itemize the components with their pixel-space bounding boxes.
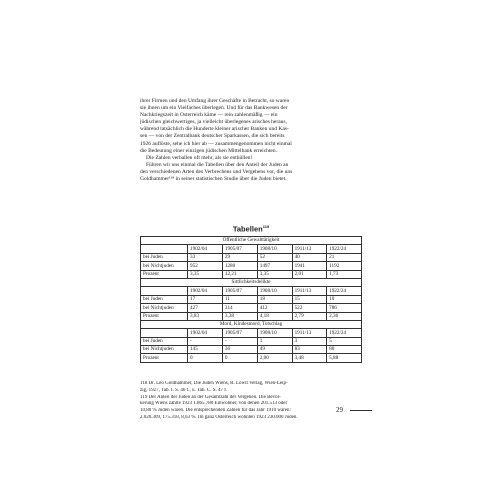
year-header: 1902/04 bbox=[188, 329, 223, 337]
year-header: 1905/07 bbox=[222, 329, 257, 337]
year-header: 1902/04 bbox=[188, 245, 223, 253]
table-cell: 3,48 bbox=[292, 354, 327, 362]
row-label: bei Juden bbox=[141, 337, 188, 345]
tables-title: Tabellen bbox=[232, 224, 263, 234]
table-row bbox=[141, 262, 362, 270]
table-cell: 314 bbox=[222, 304, 257, 312]
row-label: Prozent bbox=[141, 270, 188, 278]
table-cell: 2,36 bbox=[327, 312, 362, 320]
body-line: jüdischen gleichwertiges, ja vielleicht überlegenes arisches heraus, bbox=[140, 119, 287, 126]
footnotes bbox=[140, 381, 362, 422]
section-title-row bbox=[141, 237, 362, 245]
table-cell: 0 bbox=[188, 354, 223, 362]
year-header-row bbox=[141, 245, 362, 253]
table-cell: 145 bbox=[188, 346, 223, 354]
table-cell: 36 bbox=[222, 346, 257, 354]
section-title-row bbox=[141, 320, 362, 328]
section-title: Öffentliche Gewalttätigkeit bbox=[141, 237, 362, 245]
body-line: ihrer Firmen und den Umfang ihrer Geschäfte in Betracht, so waren bbox=[140, 98, 290, 104]
table-row bbox=[141, 295, 362, 303]
table-cell: 3,38 bbox=[222, 312, 257, 320]
table-cell: - bbox=[222, 337, 257, 345]
header-blank-cell bbox=[141, 287, 188, 295]
table-cell: 1 bbox=[257, 337, 292, 345]
table-cell: 3,83 bbox=[188, 312, 223, 320]
table-cell: 3,35 bbox=[257, 270, 292, 278]
table-cell: 11 bbox=[222, 295, 257, 303]
body-line: die Bedeutung einer einzigen jüdischen Mittelbank erreichten. bbox=[140, 147, 277, 154]
table-cell: 1192 bbox=[327, 262, 362, 270]
table-row bbox=[141, 337, 362, 345]
header-blank-cell bbox=[141, 329, 188, 337]
year-header: 1902/04 bbox=[188, 287, 223, 295]
body-text bbox=[140, 98, 362, 183]
page-number: 29 bbox=[336, 406, 343, 414]
table-cell: 80 bbox=[327, 346, 362, 354]
crime-statistics-table bbox=[140, 236, 362, 363]
table-row bbox=[141, 253, 362, 261]
table-cell: 952 bbox=[188, 262, 223, 270]
row-label: bei Juden bbox=[141, 295, 188, 303]
body-line: sie ihnen um ein Vielfaches überlegen. Und für das Bankwesen der bbox=[140, 105, 288, 112]
table-row bbox=[141, 304, 362, 312]
tables-title-footnote-ref: 119 bbox=[262, 224, 270, 229]
table-cell: 1497 bbox=[257, 262, 292, 270]
body-line: Führen wir uns einmal die Tabellen über den Anteil der Juden an bbox=[146, 161, 289, 168]
table-cell: 40 bbox=[292, 253, 327, 261]
section-title-row bbox=[141, 278, 362, 286]
page-number-rule bbox=[350, 410, 372, 411]
footnote-line: 10,80 % Juden waren. Die entsprechenden Zahlen für das Jahr 1910 waren: bbox=[140, 408, 291, 414]
year-header: 1911/13 bbox=[292, 329, 327, 337]
row-label: bei Nichtjuden bbox=[141, 262, 188, 270]
table-cell: 10 bbox=[327, 295, 362, 303]
year-header-row bbox=[141, 287, 362, 295]
table-row bbox=[141, 312, 362, 320]
body-line: Nachkriegszeit in Österreich käme — rein zahlenmäßig — ein bbox=[140, 112, 278, 119]
year-header: 1922/24 bbox=[327, 329, 362, 337]
year-header: 1905/07 bbox=[222, 287, 257, 295]
table-row bbox=[141, 354, 362, 362]
header-blank-cell bbox=[141, 245, 188, 253]
table-cell: 15 bbox=[292, 295, 327, 303]
year-header: 1922/24 bbox=[327, 245, 362, 253]
table-cell: 29 bbox=[222, 253, 257, 261]
table-row bbox=[141, 270, 362, 278]
table-cell: 17 bbox=[188, 295, 223, 303]
body-line: sen — von der Zentralbank deutscher Sparkassen, die sich bereits bbox=[140, 133, 285, 140]
table-cell: 412 bbox=[257, 304, 292, 312]
body-line: während tatsächlich die Hunderte kleiner arischer Banken und Kas- bbox=[140, 126, 289, 133]
table-cell: 2,79 bbox=[292, 312, 327, 320]
year-header: 1911/13 bbox=[292, 287, 327, 295]
row-label: Prozent bbox=[141, 312, 188, 320]
footnote-line: kerung Wiens zählte 1923 1.865.780 Einwohner, von denen 201.513 oder bbox=[140, 401, 288, 407]
table-cell: 3 bbox=[292, 337, 327, 345]
body-line: den verschiedenen Arten des Verbrechens und Vergehens vor, die uns bbox=[140, 168, 293, 175]
table-cell: 3,35 bbox=[188, 270, 223, 278]
table-cell: 5 bbox=[327, 337, 362, 345]
table-cell: 1,73 bbox=[327, 270, 362, 278]
table-cell: 5,88 bbox=[327, 354, 362, 362]
row-label: bei Nichtjuden bbox=[141, 304, 188, 312]
table-cell: 12,21 bbox=[222, 270, 257, 278]
year-header: 1911/13 bbox=[292, 245, 327, 253]
body-line: 1926 auflöste, sehe ich hier ab — zusammengenommen nicht einmal bbox=[140, 140, 292, 147]
footnote-line: 118 Dr. Leo Goldhammer, Die Juden Wiens, R. Löwit Verlag, Wien-Leip- bbox=[140, 381, 288, 386]
tables-heading bbox=[140, 224, 362, 234]
year-header: 1908/10 bbox=[257, 287, 292, 295]
year-header: 1908/10 bbox=[257, 329, 292, 337]
table-row bbox=[141, 346, 362, 354]
table-cell: 1280 bbox=[222, 262, 257, 270]
table-cell: 49 bbox=[257, 346, 292, 354]
body-line: Goldhammer¹¹⁸ in seiner statistischen Studie über die Juden bietet. bbox=[140, 176, 287, 183]
section-title: Mord, Kindesmord, Totschlag bbox=[141, 320, 362, 328]
row-label: bei Nichtjuden bbox=[141, 346, 188, 354]
row-label: bei Juden bbox=[141, 253, 188, 261]
table-cell: 786 bbox=[327, 304, 362, 312]
footnote-line: 2.020.309, 175.318, 8,63 %. Im ganz Österreich wohnten 1923 230.000 Juden. bbox=[140, 414, 298, 420]
year-header: 1922/24 bbox=[327, 287, 362, 295]
table-cell: 1941 bbox=[292, 262, 327, 270]
body-line: Die Zahlen verhallen oft mehr, als sie enthüllen! bbox=[146, 154, 253, 161]
table-cell: 2,00 bbox=[257, 354, 292, 362]
table-cell: 522 bbox=[292, 304, 327, 312]
table-cell: - bbox=[188, 337, 223, 345]
row-label: Prozent bbox=[141, 354, 188, 362]
year-header-row bbox=[141, 329, 362, 337]
table-cell: 2,01 bbox=[292, 270, 327, 278]
table-cell: 4,18 bbox=[257, 312, 292, 320]
year-header: 1908/10 bbox=[257, 245, 292, 253]
table-cell: 18 bbox=[257, 295, 292, 303]
table-cell: 21 bbox=[327, 253, 362, 261]
table-cell: 83 bbox=[292, 346, 327, 354]
table-cell: 52 bbox=[257, 253, 292, 261]
footnote-line: zig, 1927, Tab. I. S. 46 f., u. Tab. C. S. 47 f. bbox=[140, 387, 228, 393]
table-cell: 0 bbox=[222, 354, 257, 362]
table-cell: 427 bbox=[188, 304, 223, 312]
table-cell: 33 bbox=[188, 253, 223, 261]
footnote-line: 119 Der Anteil der Juden an der Gesamtzahl der Vergehen. Die Bevöl- bbox=[140, 394, 281, 400]
year-header: 1905/07 bbox=[222, 245, 257, 253]
section-title: Sittlichkeitsdelikte bbox=[141, 278, 362, 286]
